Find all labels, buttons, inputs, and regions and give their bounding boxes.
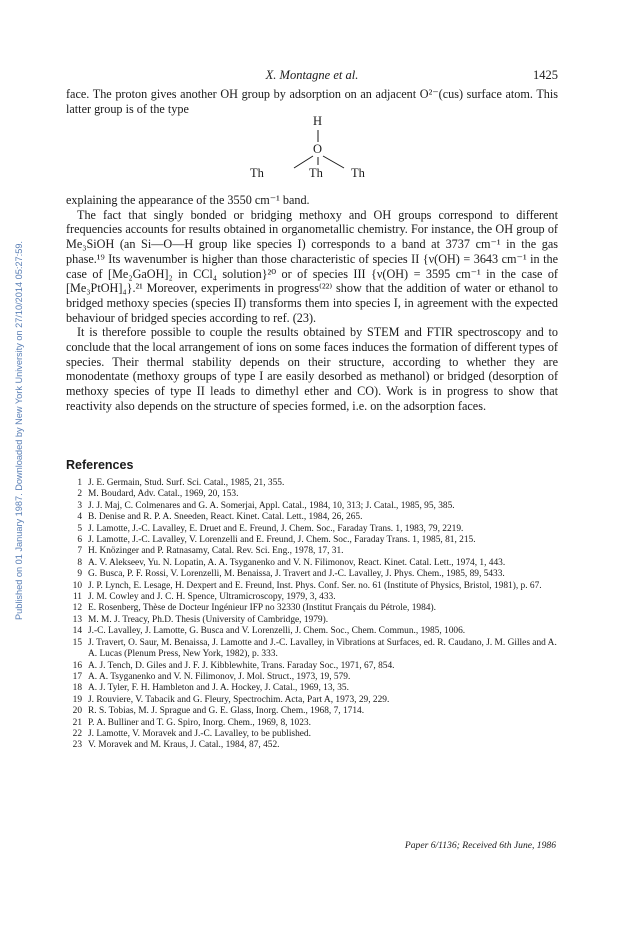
body-text-block [66, 193, 558, 414]
references-list [66, 478, 560, 752]
header-authors: X. Montagne et al. [265, 68, 359, 82]
reference-number: 6 [77, 535, 82, 546]
reference-text: J. Lamotte, J.-C. Lavalley, E. Druet and E. Freund, J. Chem. Soc., Faraday Trans. 1, 1983, 79, 2219. [88, 523, 464, 534]
reference-number: 5 [77, 523, 82, 534]
reference-text: G. Busca, P. F. Rossi, V. Lorenzelli, M. Benaissa, J. Travert and J.-C. Lavalley, J. Phys. Chem., 1985, 89, 5433. [88, 569, 505, 580]
reference-number: 15 [72, 637, 82, 648]
reference-text: A. J. Tench, D. Giles and J. F. J. Kibblewhite, Trans. Faraday Soc., 1971, 67, 854. [88, 660, 395, 671]
reference-text: J. E. Germain, Stud. Surf. Sci. Catal., 1985, 21, 355. [88, 478, 285, 488]
download-watermark: Published on 01 January 1987. Downloaded by New York University on 27/10/2014 05:27:59. [14, 241, 24, 620]
reference-text: M. Boudard, Adv. Catal., 1969, 20, 153. [88, 489, 239, 500]
reference-item [66, 501, 560, 512]
reference-item [66, 615, 560, 626]
reference-item [66, 706, 560, 717]
reference-number: 23 [72, 740, 82, 751]
reference-item [66, 524, 560, 535]
reference-number: 2 [77, 489, 82, 500]
reference-text: J. Lamotte, V. Moravek and J.-C. Lavalley, to be published. [88, 728, 311, 739]
reference-text: A. J. Tyler, F. H. Hambleton and J. A. Hockey, J. Catal., 1969, 13, 35. [88, 683, 349, 694]
structure-atom-h: H [313, 114, 323, 128]
reference-item [66, 546, 560, 557]
structure-atom-th-left: Th [250, 166, 264, 180]
reference-item [66, 512, 560, 523]
reference-item [66, 638, 560, 661]
reference-number: 9 [77, 569, 82, 580]
reference-number: 4 [77, 512, 82, 523]
reference-text: J.-C. Lavalley, J. Lamotte, G. Busca and V. Lorenzelli, J. Chem. Soc., Chem. Commun., 1985, 1006. [88, 626, 466, 637]
reference-text: E. Rosenberg, Thèse de Docteur Ingénieur IFP no 32330 (Institut Français du Pétrole, 1984). [88, 603, 436, 614]
reference-item [66, 672, 560, 683]
reference-text: V. Moravek and M. Kraus, J. Catal., 1984, 87, 452. [88, 740, 280, 751]
reference-item [66, 592, 560, 603]
reference-number: 13 [72, 614, 82, 625]
reference-text: J. M. Cowley and J. C. H. Spence, Ultramicroscopy, 1979, 3, 433. [88, 592, 336, 603]
references-heading: References [66, 458, 134, 472]
reference-number: 12 [72, 603, 82, 614]
reference-item [66, 603, 560, 614]
reference-text: J. Travert, O. Saur, M. Benaissa, J. Lamotte and J.-C. Lavalley, in Vibrations at Surfaces, ed. R. Caudano, J. M. Gilles and A. A. Lucas (Plenum Press, New York, 1982), p. 333. [88, 637, 557, 660]
reference-number: 16 [72, 660, 82, 671]
reference-text: J. J. Maj, C. Colmenares and G. A. Somerjai, Appl. Catal., 1984, 10, 313; J. Catal., 1985, 95, 385. [88, 500, 455, 511]
reference-number: 11 [72, 592, 82, 603]
reference-number: 3 [77, 500, 82, 511]
reference-number: 8 [77, 557, 82, 568]
paragraph-text-2: explaining the appearance of the 3550 cm⁻¹ band. [66, 193, 310, 207]
reference-text: J. P. Lynch, E. Lesage, H. Dexpert and E. Freund, Inst. Phys. Conf. Ser. no. 61 (Institute of Physics, Bristol, 1981), p. 67. [88, 580, 542, 591]
reference-text: A. V. Alekseev, Yu. N. Lopatin, A. A. Tsyganenko and V. N. Filimonov, React. Kinet. Catal. Lett., 1974, 1, 443. [88, 557, 506, 568]
structure-atom-o: O [313, 142, 323, 156]
paper-received-note: Paper 6/1136; Received 6th June, 1986 [404, 840, 556, 851]
reference-number: 19 [72, 694, 82, 705]
page-number: 1425 [533, 68, 558, 82]
structure-atom-th-right: Th [351, 166, 365, 180]
reference-text: M. M. J. Treacy, Ph.D. Thesis (University of Cambridge, 1979). [88, 614, 329, 625]
reference-number: 22 [72, 728, 82, 739]
structure-atom-th-center: Th [309, 166, 323, 180]
reference-text: J. Lamotte, J.-C. Lavalley, V. Lorenzelli and E. Freund, J. Chem. Soc., Faraday Trans. 1, 1985, 81, 215. [88, 535, 476, 546]
reference-item [66, 581, 560, 592]
reference-text: B. Denise and R. P. A. Sneeden, React. Kinet. Catal. Lett., 1984, 26, 265. [88, 512, 363, 523]
reference-item [66, 661, 560, 672]
reference-number: 1 [77, 478, 82, 488]
reference-item [66, 478, 560, 489]
paragraph-text: face. The proton gives another OH group by adsorption on an adjacent O²⁻(cus) surface atom. This latter group is of the type [66, 87, 558, 116]
reference-item [66, 695, 560, 706]
paragraph-text-3: The fact that singly bonded or bridging methoxy and OH groups correspond to different frequencies accounts for results obtained in organometallic chemistry. For instance, the OH group of Me₃SiOH (an Si—O—H group like species I) corresponds to a band at 3737 cm⁻¹ in the gas phase.¹⁹ Its wavenumber is higher than those characteristic of species II {ν(OH) = 3643 cm⁻¹ in the case of [Me₂GaOH]₂ in CCl₄ solution}²⁰ or of species III {ν(OH) = 3595 cm⁻¹ in the case of [Me₃PtOH]₄}.²¹ Moreover, experiments in progress⁽²²⁾ show that the addition of water or ethanol to bridged methoxy species (species II) transforms them into species I, in agreement with the expected behaviour of bridged species according to ref. (23). [66, 207, 558, 325]
running-header [66, 68, 558, 84]
reference-item [66, 683, 560, 694]
reference-number: 14 [72, 626, 82, 637]
reference-item [66, 569, 560, 580]
reference-item [66, 718, 560, 729]
reference-text: R. S. Tobias, M. J. Sprague and G. E. Glass, Inorg. Chem., 1968, 7, 1714. [88, 706, 365, 717]
reference-text: J. Rouviere, V. Tabacik and G. Fleury, Spectrochim. Acta, Part A, 1973, 29, 229. [88, 694, 390, 705]
reference-item [66, 740, 560, 751]
reference-number: 21 [72, 717, 82, 728]
reference-item [66, 535, 560, 546]
reference-number: 18 [72, 683, 82, 694]
reference-number: 10 [72, 580, 82, 591]
reference-item [66, 626, 560, 637]
reference-item [66, 729, 560, 740]
reference-number: 17 [72, 671, 82, 682]
reference-number: 20 [72, 706, 82, 717]
reference-item [66, 558, 560, 569]
reference-number: 7 [77, 546, 82, 557]
reference-text: A. A. Tsyganenko and V. N. Filimonov, J. Mol. Struct., 1973, 19, 579. [88, 671, 351, 682]
reference-item [66, 489, 560, 500]
oh-bridged-structure [230, 108, 400, 188]
reference-text: P. A. Bulliner and T. G. Spiro, Inorg. Chem., 1969, 8, 1023. [88, 717, 311, 728]
paragraph-text-4: It is therefore possible to couple the results obtained by STEM and FTIR spectroscopy and to conclude that the local arrangement of ions on some faces induces the formation of different types of species. Their thermal stability depends on their structure, according to whether they are monodentate (methoxy groups of type I are easily desorbed as methanol) or bridged (desorption of methoxy species of type II leads to dimethyl ether and CO). Work is in progress to show that reactivity also depends on the structure of species formed, i.e. on the adsorption faces. [66, 325, 558, 413]
reference-text: H. Knözinger and P. Ratnasamy, Catal. Rev. Sci. Eng., 1978, 17, 31. [88, 546, 344, 557]
